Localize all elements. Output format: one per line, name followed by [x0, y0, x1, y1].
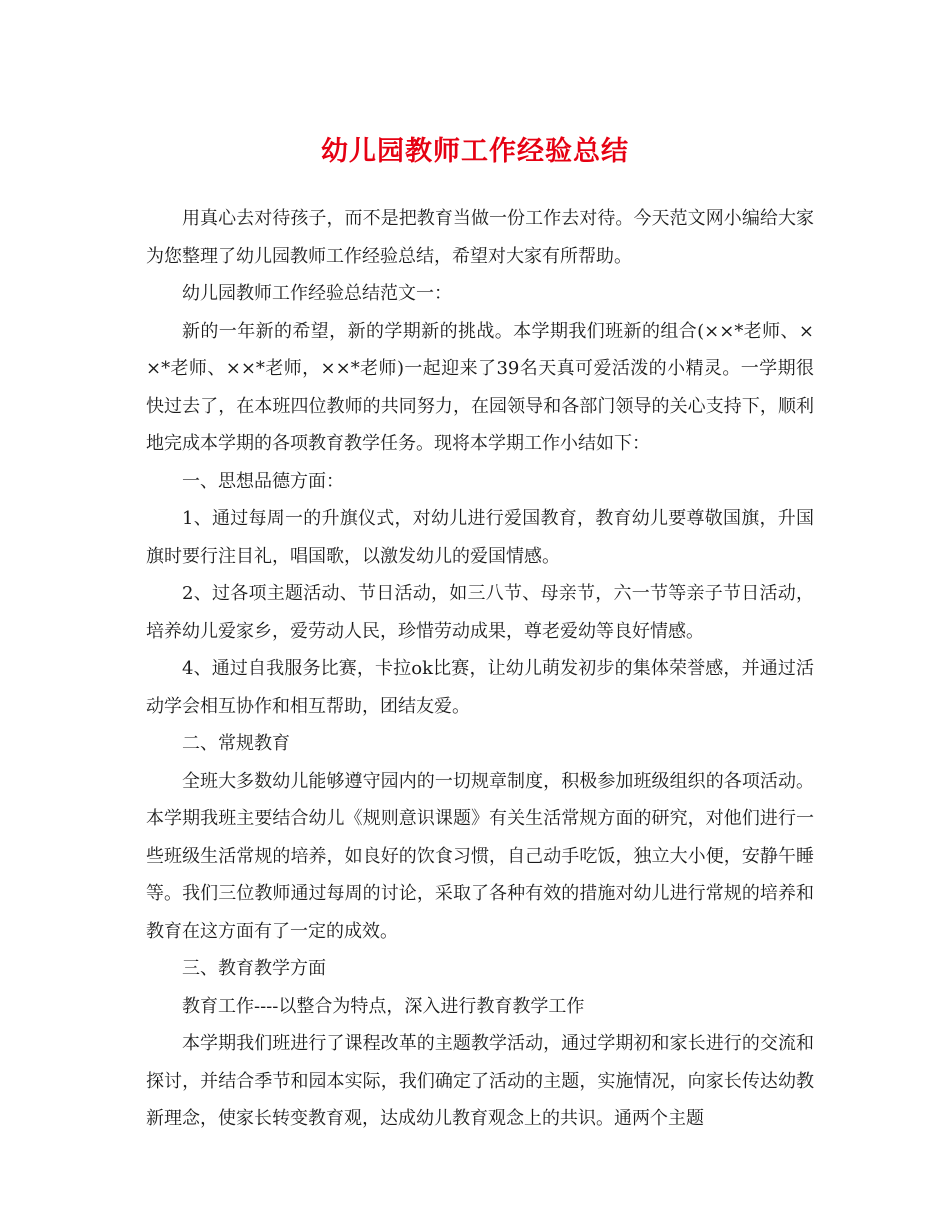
paragraph-intro: 用真心去对待孩子，而不是把教育当做一份工作去对待。今天范文网小编给大家为您整理了幼儿园教师工作经验总结，希望对大家有所帮助。 [146, 208, 814, 267]
section-heading-teaching: 三、教育教学方面 [182, 958, 326, 979]
document-body [146, 200, 814, 1138]
paragraph-teaching-subheading: 教育工作----以整合为特点，深入进行教育教学工作 [182, 995, 585, 1017]
paragraph-item-1: 1、通过每周一的升旗仪式，对幼儿进行爱国教育，教育幼儿要尊敬国旗，升国旗时要行注目礼，唱国歌，以激发幼儿的爱国情感。 [146, 508, 814, 567]
paragraph-semester-overview: 新的一年新的希望，新的学期新的挑战。本学期我们班新的组合(××*老师、××*老师、××*老师，××*老师)一起迎来了39名天真可爱活泼的小精灵。一学期很快过去了，在本班四位教师的共同努力，在园领导和各部门领导的关心支持下，顺利地完成本学期的各项教育教学任务。现将本学期工作小结如下： [146, 320, 814, 454]
paragraph-item-4: 4、通过自我服务比赛，卡拉ok比赛，让幼儿萌发初步的集体荣誉感，并通过活动学会相互协作和相互帮助，团结友爱。 [146, 658, 814, 717]
paragraph-teaching: 本学期我们班进行了课程改革的主题教学活动，通过学期初和家长进行的交流和探讨，并结合季节和园本实际，我们确定了活动的主题，实施情况，向家长传达幼教新理念，使家长转变教育观，达成幼儿教育观念上的共识。通两个主题 [146, 1033, 814, 1129]
section-heading-routine: 二、常规教育 [182, 733, 290, 754]
paragraph-item-2: 2、过各项主题活动、节日活动，如三八节、母亲节，六一节等亲子节日活动，培养幼儿爱家乡，爱劳动人民，珍惜劳动成果，尊老爱幼等良好情感。 [146, 583, 814, 642]
paragraph-sample-heading: 幼儿园教师工作经验总结范文一： [182, 283, 452, 304]
section-heading-moral: 一、思想品德方面： [182, 470, 344, 492]
document-title: 幼儿园教师工作经验总结 [321, 136, 629, 167]
paragraph-routine: 全班大多数幼儿能够遵守园内的一切规章制度，积极参加班级组织的各项活动。本学期我班主要结合幼儿《规则意识课题》有关生活常规方面的研究，对他们进行一些班级生活常规的培养，如良好的饮食习惯，自己动手吃饭，独立大小便，安静午睡等。我们三位教师通过每周的讨论，采取了各种有效的措施对幼儿进行常规的培养和教育在这方面有了一定的成效。 [146, 770, 814, 942]
